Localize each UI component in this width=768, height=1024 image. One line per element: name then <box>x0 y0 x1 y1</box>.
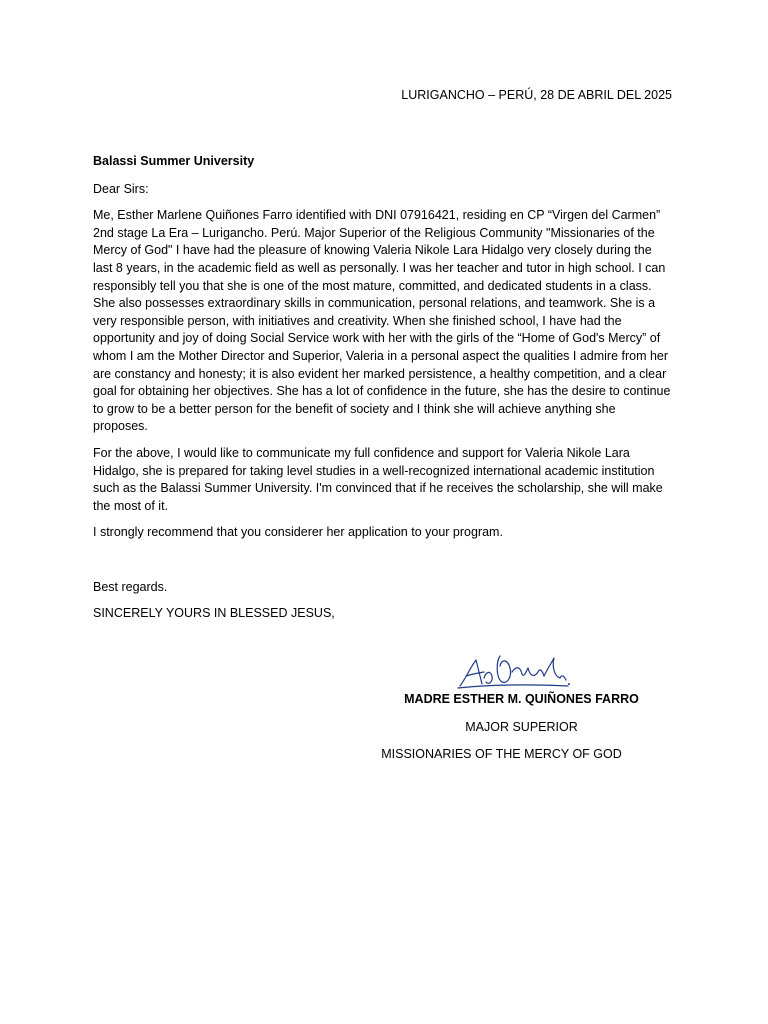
recipient: Balassi Summer University <box>93 154 255 168</box>
letter-body <box>93 153 673 632</box>
place-date: LURIGANCHO – PERÚ, 28 DE ABRIL DEL 2025 <box>401 88 672 102</box>
paragraph-strong-recommendation: I strongly recommend that you considerer her application to your program. <box>93 525 503 540</box>
paragraph-support: For the above, I would like to communicate my full confidence and support for Valeria Nikole Lara Hidalgo, she is prepared for taking level studies in a well-recognized international academic institution such as the Balassi Summer University. I'm convinced that if he receives the scholarship, she will make the most of it. <box>93 445 663 513</box>
handwritten-signature <box>456 648 572 690</box>
spacer <box>93 551 673 579</box>
regards: Best regards. <box>93 579 168 594</box>
salutation: Dear Sirs: <box>93 181 149 196</box>
signer-name: MADRE ESTHER M. QUIÑONES FARRO <box>404 692 639 706</box>
signer-title: MAJOR SUPERIOR <box>465 720 578 734</box>
signature-block <box>380 648 660 778</box>
closing: SINCERELY YOURS IN BLESSED JESUS, <box>93 606 335 621</box>
paragraph-recommendation: Me, Esther Marlene Quiñones Farro identified with DNI 07916421, residing en CP “Virgen del Carmen” 2nd stage La Era – Lurigancho. Perú. Major Superior of the Religious Community "Missionaries of the Mercy of God" I have had the pleasure of knowing Valeria Nikole Lara Hidalgo very closely during the last 8 years, in the academic field as well as personally. I was her teacher and tutor in high school. I can responsibly tell you that she is one of the most mature, committed, and dedicated students in a class. She also possesses extraordinary skills in communication, personal relations, and teamwork. She is a very responsible person, with initiatives and creativity. When she finished school, I have had the opportunity and joy of doing Social Service work with her with the girls of the “Home of God's Mercy” of whom I am the Mother Director and Superior, Valeria in a personal aspect the qualities I admire from her are constancy and honesty; it is also evident her marked persistence, a healthy competition, and a clear goal for obtaining her objectives. She has a lot of confidence in the future, she has the desire to continue to grow to be a better person for the benefit of society and I think she will achieve anything she proposes. <box>93 208 671 434</box>
signer-organization: MISSIONARIES OF THE MERCY OF GOD <box>381 747 622 761</box>
